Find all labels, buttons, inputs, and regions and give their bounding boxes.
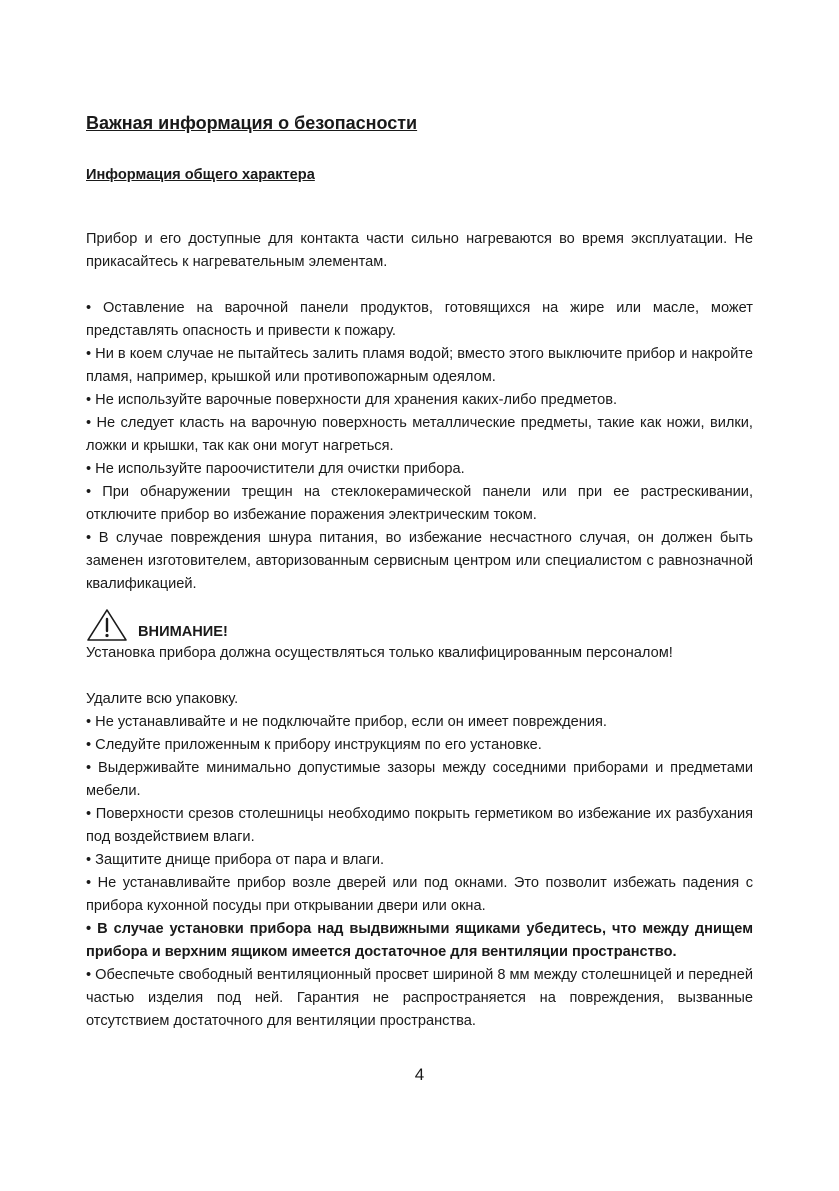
- list-item: • Оставление на варочной панели продуктов, готовящихся на жире или масле, может представлять опасность и привести к пожару.: [86, 300, 753, 339]
- warning-header: [86, 606, 753, 642]
- page-title: Важная информация о безопасности: [86, 113, 418, 133]
- list-item: • Выдерживайте минимально допустимые зазоры между соседними приборами и предметами мебели.: [86, 760, 753, 799]
- warning-triangle-icon: [86, 608, 128, 642]
- page-number: 4: [414, 1065, 425, 1084]
- list-item: • Не используйте варочные поверхности для хранения каких-либо предметов.: [86, 392, 618, 408]
- install-intro: Удалите всю упаковку.: [86, 691, 239, 707]
- list-item: • Не следует класть на варочную поверхность металлические предметы, такие как ножи, вилки, ложки и крышки, так как они могут нагреться.: [86, 415, 753, 454]
- page-content: [86, 110, 753, 1033]
- warning-label: ВНИМАНИЕ!: [138, 624, 228, 640]
- list-item: • Обеспечьте свободный вентиляционный просвет шириной 8 мм между столешницей и передней частью изделия под ней. Гарантия не распространяется на повреждения, вызванные отсутствием достаточного для вентиляции пространства.: [86, 967, 753, 1029]
- intro-paragraph: Прибор и его доступные для контакта части сильно нагреваются во время эксплуатации. Не прикасайтесь к нагревательным элементам.: [86, 231, 753, 270]
- list-item: • Ни в коем случае не пытайтесь залить пламя водой; вместо этого выключите прибор и накройте пламя, например, крышкой или противопожарным одеялом.: [86, 346, 753, 385]
- list-item: • Не используйте пароочистители для очистки прибора.: [86, 461, 465, 477]
- list-item: • В случае повреждения шнура питания, во избежание несчастного случая, он должен быть заменен изготовителем, авторизованным сервисным центром или специалистом с равнозначной квалификацией.: [86, 530, 753, 592]
- list-item: • Поверхности срезов столешницы необходимо покрыть герметиком во избежание их разбухания под воздействием влаги.: [86, 806, 753, 845]
- warning-text: Установка прибора должна осуществляться только квалифицированным персоналом!: [86, 645, 673, 661]
- list-item: • При обнаружении трещин на стеклокерамической панели или при ее растрескивании, отключите прибор во избежание поражения электрическим током.: [86, 484, 753, 523]
- list-item-emphasis: • В случае установки прибора над выдвижными ящиками убедитесь, что между днищем прибора и верхним ящиком имеется достаточное для вентиляции пространство.: [86, 921, 753, 960]
- list-item: • Не устанавливайте прибор возле дверей или под окнами. Это позволит избежать падения с прибора кухонной посуды при открывании двери или окна.: [86, 875, 753, 914]
- list-item: • Не устанавливайте и не подключайте прибор, если он имеет повреждения.: [86, 714, 607, 730]
- list-item: • Защитите днище прибора от пара и влаги.: [86, 852, 385, 868]
- section-subtitle: Информация общего характера: [86, 167, 315, 183]
- list-item: • Следуйте приложенным к прибору инструкциям по его установке.: [86, 737, 542, 753]
